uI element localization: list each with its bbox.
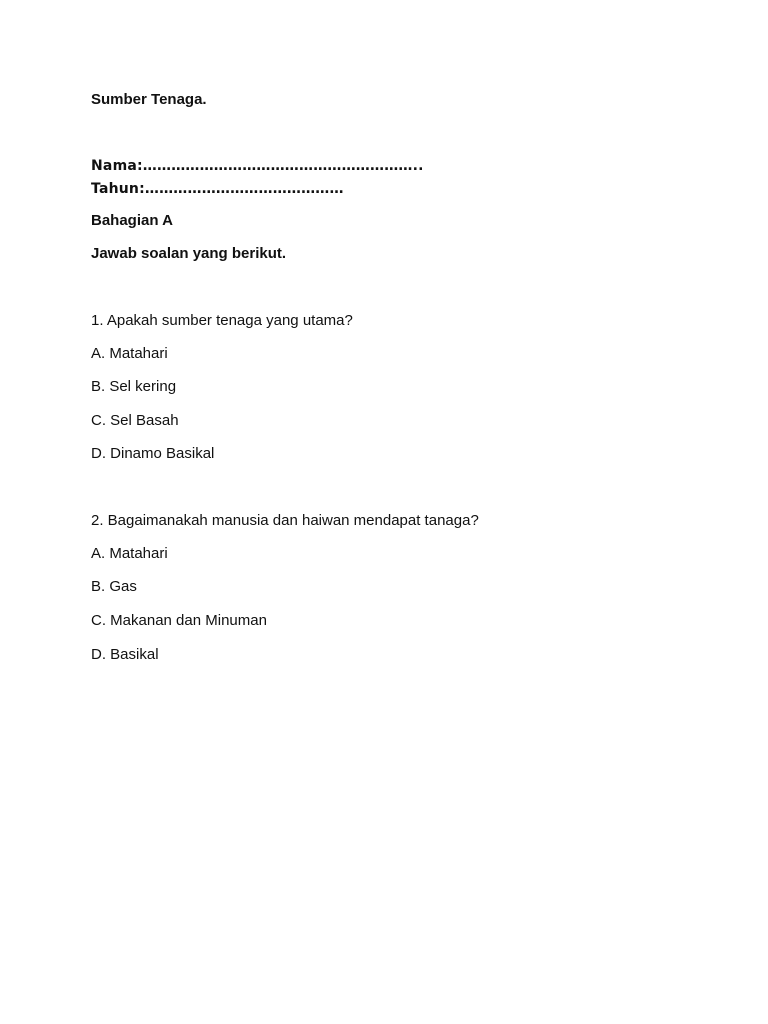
section-heading: Bahagian A [91,212,173,229]
question-1-text: 1. Apakah sumber tenaga yang utama? [91,312,353,329]
question-1-option-b: B. Sel kering [91,378,177,395]
question-1-option-a: A. Matahari [91,345,168,362]
question-2-option-c: C. Makanan dan Minuman [91,612,267,629]
question-1-option-c: C. Sel Basah [91,412,179,429]
worksheet-title: Sumber Tenaga. [91,91,207,108]
question-2-option-d: D. Basikal [91,646,159,663]
question-2-option-b: B. Gas [91,578,137,595]
question-2-text: 2. Bagaimanakah manusia dan haiwan mendapat tanaga? [91,512,479,529]
instruction-text: Jawab soalan yang berikut. [91,245,287,262]
question-1-option-d: D. Dinamo Basikal [91,445,215,462]
question-2-option-a: A. Matahari [91,545,168,562]
year-field: Tahun:…………………………………… [91,181,344,197]
name-field: Nama:………………………………………………….. [91,158,424,174]
